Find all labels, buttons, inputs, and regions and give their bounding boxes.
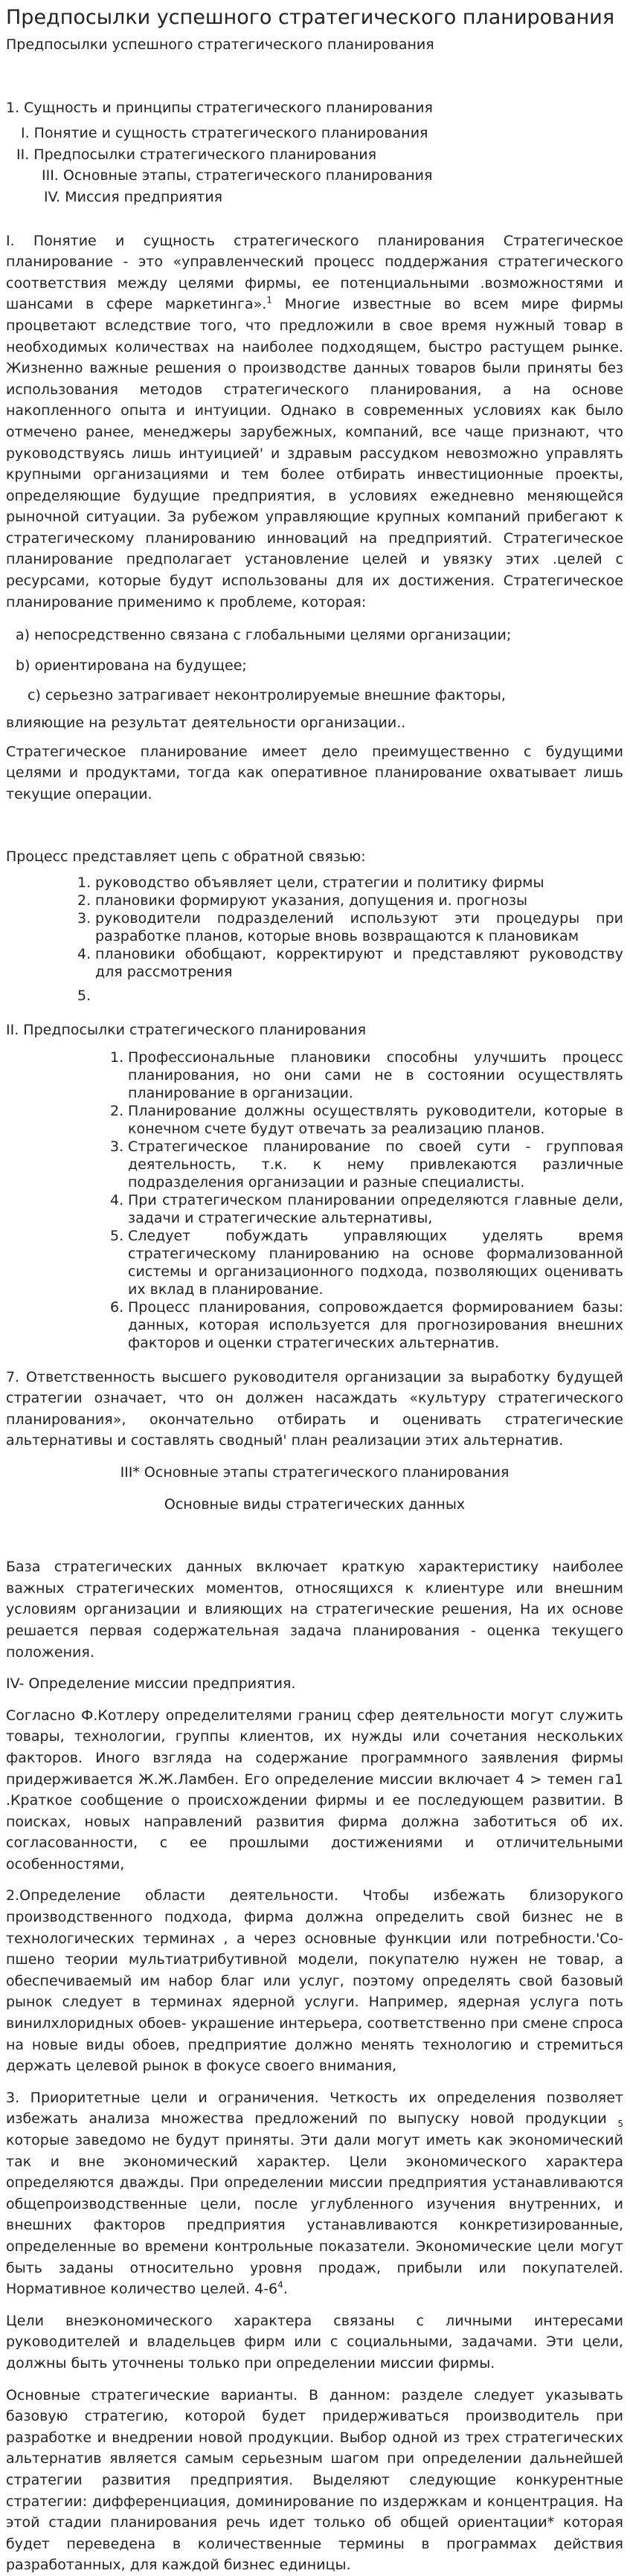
section3-para: База стратегических данных включает краткую характеристику наиболее важных стратегических моментов, относящихся к клиентуре или внешним условиям организации и влияющих на стратегические решения, На их основе решается первая содержательная задача планирования - оценка текущего положения.: [6, 1559, 623, 1661]
toc-list: [6, 123, 623, 207]
list-item: 1. руководство объявляет цели, стратегии и политику фирмы: [77, 875, 544, 891]
list-item: 4. плановики обобщают, корректируют и представляют руководству для рассмотрения: [77, 946, 623, 980]
list-item: 3. Стратегическое планирование по своей сути - групповая деятельность, т.к. к нему привлекаются различные подразделения организации и разные специалисты.: [110, 1138, 623, 1191]
section4-p5: Основные стратегические варианты. В данном: разделе следует указывать базовую стратегию, которой будет придерживаться производитель при разработке и внедрении новой продукции. Выбор одной из трех стратегических альтернатив является самым серьезным шагом при определении дальнейшей стратегии развития предприятия. Выделяют следующие конкурентные стратегии: дифференциация, доминирование по издержкам и концентрация. На этой стадии планирования речь идет только об общей ориентации* которая будет переведена в количественные термины в программах действия разработанных, для каждой бизнес единицы.: [6, 2386, 623, 2574]
section4-p2: 2.Определение области деятельности. Чтобы избежать близорукого производственного подхода, фирма должна определить свой бизнес не в технологических терминах , а через основные функции или потребности.'Со-пшено теории мультиатрибутивной модели, покупателю нужен не товар, а обеспечиваемый им набор благ или услуг, поэтому определять свой базовый рынок следует в терминах ядерной услуги. Например, ядерная услуга поть винилхлоридных обоев- украшение интерьера, соответственно при смене спроса на новые виды обоев, предприятие должно менять технологию и стремиться держать целевой рынок в фокусе своего внимания,: [6, 1887, 623, 2075]
criterion-c: с) серьезно затрагивает неконтролируемые внешние факторы,: [28, 687, 506, 704]
section4-p3: 3. Приоритетные цели и ограничения. Четкость их определения позволяет избежать анализа множества предложений по выпуску новой продукции $_5$ которые заведомо не будут приняты. Эти дали могут иметь как экономический так и вне экономический характер. Цели экономического характера определяются дважды. При определении миссии предприятия устанавливаются общепроизводственные цели, после углубленного изучения внутренних, и внешних факторов предприятия устанавливаются конкретизированные, определенные во времени контрольные показатели. Экономические цели могут быть заданы относительно уровня продаж, прибыли или покупателей. Нормативное количество целей. $4-6^4$.: [6, 2089, 623, 2298]
toc-item: III. Основные этапы, стратегического планирования: [42, 167, 433, 184]
toc-item: I. Понятие и сущность стратегического планирования: [21, 125, 428, 142]
list-item: 6. Процесс планирования, сопровождается формированием базы: данных, которая используется для прогнозирования внешних факторов и оценки стратегических альтернатив.: [110, 1298, 623, 1351]
section4-p1: Согласно Ф.Котлеру определителями границ сфер деятельности могут служить товары, технологии, группы клиентов, их нужды или сочетания нескольких факторов. Иного взгляда на содержание программного заявления фирмы придерживается Ж.Ж.Ламбен. Его определение миссии включает 4 > темен га1 .Краткое сообщение о происхождении фирмы и ее последующем развитии. В поисках, новых направлений развития фирма должна заботиться об их. согласованности, с ее прошлыми достижениями и отличительными особенностями,: [6, 1707, 623, 1873]
list-item: 5. Следует побуждать управляющих уделять время стратегическому планированию на основе формализованной системы и организационного подхода, позволяющих оценивать их вклад в планирование.: [110, 1227, 623, 1298]
list-item: 1. Профессиональные плановики способны улучшить процесс планирования, но они сами не в состоянии осуществлять планирование в организации.: [110, 1049, 623, 1101]
section2-heading: II. Предпосылки стратегического планирования: [6, 1022, 367, 1038]
list-item: 2. Планирование должны осуществлять руководители, которые в конечном счете будут отвечать за реализацию планов.: [110, 1102, 623, 1137]
toc-heading: 1. Сущность и принципы стратегического планирования: [6, 99, 433, 116]
toc-item: II. Предпосылки стратегического планирования: [16, 146, 377, 163]
list-item: 3. руководители подразделений используют эти процедуры при разработке планов, которые вновь возвращаются к плановикам: [77, 910, 623, 944]
list-item: 2. плановики формируют указания, допущения и. прогнозы: [77, 892, 527, 909]
section3-subheading: Основные виды стратегических данных: [164, 1495, 466, 1513]
section4-p4: Цели внеэкономического характера связаны с личными интересами руководителей и владельцев фирм или с социальными, задачами. Эти цели, должны быть уточнены только при определении миссии фирмы.: [6, 2312, 623, 2371]
criterion-b: b) ориентирована на будущее;: [16, 657, 247, 674]
list-item: 4. При стратегическом планировании определяются главные дели, задачи и стратегические альтернативы,: [110, 1191, 623, 1226]
toc-item: IV. Миссия предприятия: [44, 188, 223, 205]
footnote-mark: 4: [277, 2279, 283, 2290]
footnote-mark: 5: [617, 2119, 623, 2130]
prerequisites-list: [6, 1049, 623, 1352]
section3-heading: III* Основные этапы стратегического планирования: [120, 1464, 510, 1481]
section2-p7: 7. Ответственность высшего руководителя организации за выработку будущей стратегии означает, что он должен насаждать «культуру стратегического планирования», окончательно отбирать и оценивать стратегические альтернативы и составлять сводный' план реализации этих альтернатив.: [6, 1368, 623, 1449]
criteria-after: влияющие на результат деятельности организации..: [6, 715, 406, 732]
footnote-mark: 1: [266, 295, 272, 306]
process-intro: Процесс представляет цепь с обратной связью:: [6, 849, 366, 866]
section4-heading: IV- Определение миссии предприятия.: [6, 1675, 296, 1693]
process-list: [6, 874, 623, 1005]
list-item: 5.: [77, 988, 91, 1004]
section1-para2: Стратегическое планирование имеет дело преимущественно с будущими целями и продуктами, тогда как оперативное планирование охватывает лишь текущие операции.: [6, 743, 623, 802]
document-subtitle: Предпосылки успешного стратегического планирования: [6, 36, 434, 53]
criterion-a: а) непосредственно связана с глобальными целями организации;: [16, 627, 512, 644]
section1-intro: I. Понятие и сущность стратегического планирования Стратегическое планирование - это «управленческий процесс поддержания стратегического соответствия между целями фирмы, ее потенциальными .возможностями и шансами в сфере маркетинга».$^1$ Многие известные во всем мире фирмы процветают вследствие того, что предложили в свое время нужный товар в необходимых количествах на наиболее подходящем, быстро растущем рынке. Жизненно важные решения о производстве данных товаров были приняты без использования методов стратегического планирования, а на основе накопленного опыта и интуиции. Однако в современных условиях как было отмечено ранее, менеджеры зарубежных, компаний, все чаще признают, что руководствуясь лишь интуицией' и здравым рассудком невозможно управлять крупными организациями и тем более отбирать инвестиционные проекты, определяющие будущие предприятия, в условиях ежедневно меняющейся рыночной ситуации. За рубежом управляющие крупных компаний прибегают к стратегическому планированию инноваций на предприятий. Стратегическое планирование предполагает установление целей и увязку этих .целей с ресурсами, которые будут использованы для их достижения. Стратегическое планирование применимо к проблеме, которая:: [6, 232, 623, 611]
document-title: Предпосылки успешного стратегического планирования: [6, 6, 615, 29]
